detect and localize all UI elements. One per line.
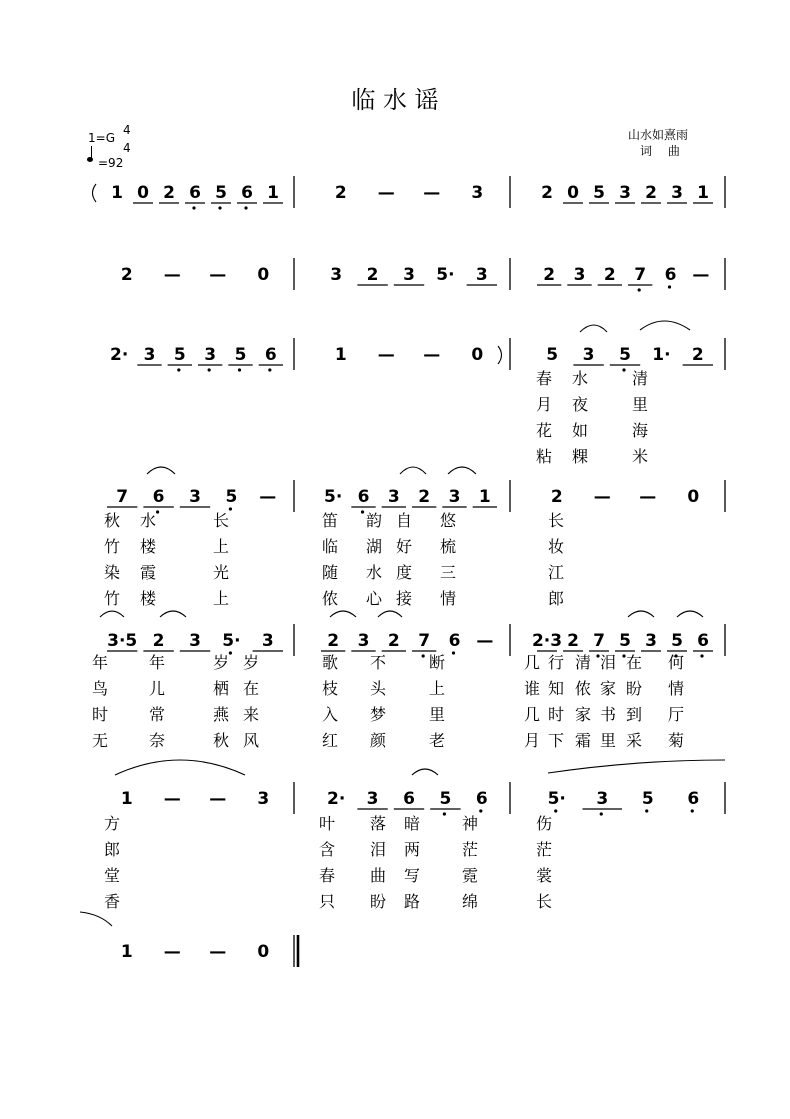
lower-octave-dot bbox=[192, 206, 195, 209]
lyric-char: 妆 bbox=[547, 537, 565, 556]
note: 5 bbox=[215, 183, 227, 203]
lyric-char: 奈 bbox=[148, 731, 166, 750]
lyric-char: 长 bbox=[212, 511, 230, 530]
lyric-char: 梦 bbox=[369, 705, 387, 724]
slur bbox=[580, 325, 607, 332]
lower-octave-dot bbox=[700, 654, 703, 657]
lower-octave-dot bbox=[208, 368, 211, 371]
lower-octave-dot bbox=[229, 651, 232, 654]
lyric-char: 家 bbox=[599, 679, 617, 698]
time-signature-top: 4 bbox=[123, 123, 131, 137]
note: 5 bbox=[546, 345, 559, 365]
lyric-char: 霜 bbox=[574, 731, 592, 750]
lyric-char: 歌 bbox=[321, 653, 339, 672]
lower-octave-dot bbox=[452, 651, 455, 654]
lyric-char: 时 bbox=[91, 705, 109, 724]
lyric-char: 年 bbox=[148, 653, 166, 672]
lyric-char: 如 bbox=[571, 421, 589, 440]
note: 7 bbox=[116, 487, 129, 507]
lyric-char: 两 bbox=[403, 840, 421, 859]
note: 2 bbox=[327, 631, 340, 651]
note: 3 bbox=[619, 183, 631, 203]
lyric-char: 上 bbox=[212, 537, 230, 556]
song-title: 临 水 谣 bbox=[351, 86, 439, 114]
note: 5 bbox=[641, 789, 654, 809]
lyric-char: 清 bbox=[631, 369, 649, 388]
lyric-char: 笛 bbox=[321, 511, 339, 530]
lyric-char: 岁 bbox=[212, 653, 230, 672]
note: 6 bbox=[264, 345, 277, 365]
note: 6 bbox=[687, 789, 700, 809]
lyric-char: 伤 bbox=[535, 814, 553, 833]
lyric-char: 几 bbox=[523, 653, 541, 672]
lyric-char: 不 bbox=[369, 653, 387, 672]
lyric-char: 秋 bbox=[103, 511, 121, 530]
lyric-char: 行 bbox=[547, 653, 565, 672]
lyric-char: 常 bbox=[148, 705, 166, 724]
lyric-char: 路 bbox=[403, 892, 421, 911]
note: 5· bbox=[436, 265, 455, 285]
lyric-char: 颜 bbox=[369, 731, 387, 750]
lyric-char: 枝 bbox=[321, 679, 339, 698]
lower-octave-dot bbox=[645, 809, 648, 812]
lyric-char: 里 bbox=[631, 395, 649, 414]
note: 1 bbox=[478, 487, 491, 507]
note: 6 bbox=[357, 487, 370, 507]
note: 1 bbox=[697, 183, 709, 203]
lyric-char: 郎 bbox=[103, 840, 121, 859]
note: 2 bbox=[334, 183, 347, 203]
note: 3 bbox=[357, 631, 370, 651]
note: 5· bbox=[324, 487, 343, 507]
lyric-char: 水 bbox=[571, 369, 589, 388]
lyric-char: 湖 bbox=[365, 537, 383, 556]
credit-roles: 词 曲 bbox=[640, 144, 680, 158]
lyric-char: 里 bbox=[428, 705, 446, 724]
lyric-char: 书 bbox=[599, 705, 617, 724]
lyric-char: 菊 bbox=[667, 731, 685, 750]
lower-octave-dot bbox=[244, 206, 247, 209]
lyric-char: 方 bbox=[103, 814, 121, 833]
lyric-char: 叶 bbox=[318, 814, 336, 833]
lyric-char: 光 bbox=[212, 563, 230, 582]
lyric-char: 随 bbox=[321, 563, 339, 582]
lower-octave-dot bbox=[622, 368, 625, 371]
slur bbox=[548, 760, 725, 773]
lyric-char: 谁 bbox=[523, 679, 541, 698]
lyric-char: 长 bbox=[535, 892, 553, 911]
lyric-char: 厅 bbox=[667, 705, 685, 724]
note: 3 bbox=[330, 265, 343, 285]
note: 3 bbox=[257, 789, 270, 809]
lyric-char: 粿 bbox=[571, 447, 589, 466]
note: — bbox=[259, 487, 277, 507]
lyric-char: 韵 bbox=[365, 511, 383, 530]
lyric-char: 时 bbox=[547, 705, 565, 724]
note: 2· bbox=[110, 345, 129, 365]
note: 2· bbox=[327, 789, 346, 809]
note: 3 bbox=[471, 183, 484, 203]
lower-octave-dot bbox=[638, 288, 641, 291]
lower-octave-dot bbox=[238, 368, 241, 371]
lower-octave-dot bbox=[422, 654, 425, 657]
lyric-char: 落 bbox=[369, 814, 387, 833]
lyric-char: 在 bbox=[625, 653, 643, 672]
lyric-char: 月 bbox=[523, 731, 541, 750]
note: 3 bbox=[204, 345, 217, 365]
lyric-char: 自 bbox=[395, 511, 413, 530]
lyric-char: 花 bbox=[535, 421, 553, 440]
lyric-char: 霞 bbox=[139, 563, 157, 582]
lyric-char: 夜 bbox=[571, 395, 589, 414]
lower-octave-dot bbox=[156, 510, 159, 513]
credit-name: 山水如熹雨 bbox=[628, 128, 689, 142]
score-row-6 bbox=[115, 760, 725, 814]
note: 5· bbox=[547, 789, 566, 809]
lyric-char: 只 bbox=[318, 892, 336, 911]
lyric-char: 暗 bbox=[403, 814, 421, 833]
slur bbox=[640, 321, 690, 330]
note: 2 bbox=[152, 631, 165, 651]
lyric-char: 好 bbox=[395, 537, 413, 556]
note: 0 bbox=[257, 265, 270, 285]
lyric-char: 里 bbox=[599, 731, 617, 750]
note: — bbox=[423, 345, 441, 365]
lyric-char: 梳 bbox=[439, 537, 457, 556]
note: — bbox=[377, 183, 395, 203]
lyric-char: 绵 bbox=[461, 892, 479, 911]
note: 1 bbox=[267, 183, 279, 203]
note: 3 bbox=[582, 345, 595, 365]
lyric-char: 春 bbox=[535, 369, 553, 388]
note: — bbox=[163, 942, 181, 962]
lower-octave-dot bbox=[361, 510, 364, 513]
lyric-char: 裳 bbox=[535, 866, 553, 885]
note: 5 bbox=[619, 631, 631, 651]
lyric-char: 茫 bbox=[461, 840, 479, 859]
lyric-char: 盼 bbox=[625, 679, 643, 698]
note: 2 bbox=[387, 631, 400, 651]
note: — bbox=[423, 183, 441, 203]
note: 5 bbox=[173, 345, 186, 365]
lyric-char: 神 bbox=[461, 814, 479, 833]
slur bbox=[100, 611, 124, 617]
lyric-char: 泪 bbox=[599, 653, 617, 672]
lyric-char: 写 bbox=[403, 866, 421, 885]
key-signature: 1=G bbox=[88, 131, 115, 145]
note: 3 bbox=[189, 631, 201, 651]
note: 2·3 bbox=[531, 631, 563, 651]
lyric-char: 老 bbox=[428, 731, 446, 750]
lyric-char: 接 bbox=[395, 589, 413, 608]
lyric-char: 侬 bbox=[321, 589, 339, 608]
lyric-char: 霓 bbox=[461, 866, 479, 885]
note: 1 bbox=[120, 789, 133, 809]
note: 2 bbox=[691, 345, 704, 365]
lyric-char: 几 bbox=[523, 705, 541, 724]
lower-octave-dot bbox=[177, 368, 180, 371]
lyric-char: 知 bbox=[547, 679, 565, 698]
note: 3 bbox=[671, 183, 683, 203]
lyric-char: 头 bbox=[369, 679, 387, 698]
note: 2 bbox=[543, 265, 556, 285]
note: — bbox=[593, 487, 611, 507]
lyric-char: 茫 bbox=[535, 840, 553, 859]
note: — bbox=[639, 487, 657, 507]
note: 3 bbox=[387, 487, 400, 507]
slur bbox=[80, 912, 112, 926]
note: — bbox=[163, 265, 181, 285]
lyric-char: 无 bbox=[91, 731, 109, 750]
lyric-char: 风 bbox=[242, 731, 260, 750]
lyric-char: 秋 bbox=[212, 731, 230, 750]
slur bbox=[628, 611, 654, 617]
lyric-char: 在 bbox=[242, 679, 260, 698]
lower-octave-dot bbox=[691, 809, 694, 812]
note: 3 bbox=[596, 789, 609, 809]
note: 5 bbox=[234, 345, 247, 365]
note: 0 bbox=[687, 487, 700, 507]
lyric-char: 入 bbox=[321, 705, 339, 724]
note: 6 bbox=[152, 487, 165, 507]
note: 2 bbox=[163, 183, 175, 203]
note: — bbox=[209, 942, 227, 962]
lyric-char: 侬 bbox=[574, 679, 592, 698]
lyric-char: 到 bbox=[625, 705, 643, 724]
note: 7 bbox=[418, 631, 431, 651]
note: — bbox=[163, 789, 181, 809]
note: 0 bbox=[137, 183, 149, 203]
lyric-char: 下 bbox=[547, 731, 565, 750]
lower-octave-dot bbox=[268, 368, 271, 371]
note: 0 bbox=[257, 942, 270, 962]
time-signature-bottom: 4 bbox=[123, 141, 131, 155]
note: 6 bbox=[475, 789, 488, 809]
lyric-char: 家 bbox=[574, 705, 592, 724]
note: 5 bbox=[593, 183, 605, 203]
note: — bbox=[476, 631, 494, 651]
note: 5· bbox=[222, 631, 241, 651]
lyric-char: 悠 bbox=[439, 511, 457, 530]
lyric-char: 竹 bbox=[103, 537, 121, 556]
note: 3·5 bbox=[107, 631, 138, 651]
note: 3 bbox=[403, 265, 415, 285]
lyric-char: 长 bbox=[547, 511, 565, 530]
lyric-char: 盼 bbox=[369, 892, 387, 911]
lyric-char: 水 bbox=[365, 563, 383, 582]
note: 3 bbox=[143, 345, 156, 365]
note: 5 bbox=[619, 345, 631, 365]
note: 3 bbox=[448, 487, 461, 507]
lyric-char: 情 bbox=[439, 589, 457, 608]
lyric-char: 江 bbox=[547, 563, 565, 582]
note: 2 bbox=[418, 487, 431, 507]
lyric-char: 楼 bbox=[139, 537, 157, 556]
lyric-char: 春 bbox=[318, 866, 336, 885]
lyric-char: 曲 bbox=[369, 866, 387, 885]
lyric-char: 泪 bbox=[369, 840, 387, 859]
lyric-char: 度 bbox=[395, 563, 413, 582]
lyric-char: 含 bbox=[318, 840, 336, 859]
note: 5 bbox=[671, 631, 683, 651]
note: 1 bbox=[120, 942, 133, 962]
tempo-marking: =92 bbox=[98, 156, 124, 170]
note: 5 bbox=[439, 789, 452, 809]
note: — bbox=[209, 265, 227, 285]
note: 6 bbox=[448, 631, 461, 651]
note: 2 bbox=[603, 265, 616, 285]
note: 5 bbox=[225, 487, 238, 507]
slur bbox=[378, 611, 402, 617]
slur bbox=[448, 467, 476, 474]
lyric-char: 红 bbox=[321, 731, 339, 750]
lyric-char: 堂 bbox=[103, 866, 121, 885]
lyric-char: 海 bbox=[631, 421, 649, 440]
lyric-char: 上 bbox=[212, 589, 230, 608]
note: 7 bbox=[593, 631, 605, 651]
lyric-char: 栖 bbox=[212, 679, 230, 698]
lyric-char: 燕 bbox=[212, 705, 230, 724]
lower-octave-dot bbox=[668, 285, 671, 288]
lyric-char: 香 bbox=[103, 892, 121, 911]
note: 6 bbox=[189, 183, 201, 203]
lyric-char: 采 bbox=[625, 731, 643, 750]
note: 0 bbox=[567, 183, 579, 203]
lyric-char: 上 bbox=[428, 679, 446, 698]
note: 6 bbox=[403, 789, 415, 809]
note: 0 bbox=[471, 345, 484, 365]
lyric-char: 儿 bbox=[148, 679, 166, 698]
lyric-char: 楼 bbox=[139, 589, 157, 608]
lyric-char: 心 bbox=[365, 589, 383, 608]
note: — bbox=[692, 265, 710, 285]
lower-octave-dot bbox=[443, 812, 446, 815]
note: 3 bbox=[475, 265, 488, 285]
lyric-char: 何 bbox=[667, 653, 685, 672]
lyric-char: 来 bbox=[242, 705, 260, 724]
note: 3 bbox=[573, 265, 586, 285]
lower-octave-dot bbox=[218, 206, 221, 209]
lower-octave-dot bbox=[479, 809, 482, 812]
slur bbox=[160, 611, 186, 617]
note: 2 bbox=[120, 265, 133, 285]
note: 2 bbox=[541, 183, 553, 203]
note: 2 bbox=[567, 631, 579, 651]
note: 2 bbox=[645, 183, 657, 203]
lyric-char: 年 bbox=[91, 653, 109, 672]
lyric-char: 鸟 bbox=[91, 679, 109, 698]
lower-octave-dot bbox=[229, 507, 232, 510]
note: 7 bbox=[634, 265, 647, 285]
note: 6 bbox=[241, 183, 253, 203]
lyric-char: 竹 bbox=[103, 589, 121, 608]
lyric-char: 临 bbox=[321, 537, 339, 556]
lyric-char: 染 bbox=[103, 563, 121, 582]
lower-octave-dot bbox=[554, 809, 557, 812]
opening-parenthesis-icon bbox=[93, 184, 97, 202]
note: 1 bbox=[111, 183, 123, 203]
note: 3 bbox=[366, 789, 379, 809]
lyric-char: 清 bbox=[574, 653, 592, 672]
note: 1 bbox=[334, 345, 347, 365]
note: 3 bbox=[645, 631, 657, 651]
lower-octave-dot bbox=[600, 812, 603, 815]
lyric-char: 断 bbox=[428, 653, 446, 672]
closing-parenthesis-icon bbox=[498, 346, 502, 364]
lyric-char: 郎 bbox=[547, 589, 565, 608]
note: 6 bbox=[697, 631, 709, 651]
lyric-char: 三 bbox=[439, 563, 457, 582]
lyric-char: 岁 bbox=[242, 653, 260, 672]
slur bbox=[147, 467, 175, 474]
lyric-char: 粘 bbox=[535, 447, 553, 466]
note: 2 bbox=[366, 265, 379, 285]
note: 2 bbox=[550, 487, 563, 507]
note: — bbox=[209, 789, 227, 809]
lyric-char: 情 bbox=[667, 679, 685, 698]
note: 1· bbox=[652, 345, 671, 365]
lyric-char: 月 bbox=[535, 395, 553, 414]
slur bbox=[677, 611, 703, 617]
note: 6 bbox=[664, 265, 677, 285]
slur bbox=[412, 769, 438, 775]
slur bbox=[115, 760, 245, 775]
lyric-char: 水 bbox=[139, 511, 157, 530]
lyric-char: 米 bbox=[631, 447, 649, 466]
note: 3 bbox=[189, 487, 201, 507]
note: 3 bbox=[261, 631, 274, 651]
slur bbox=[400, 467, 426, 474]
slur bbox=[330, 611, 356, 617]
note: — bbox=[377, 345, 395, 365]
